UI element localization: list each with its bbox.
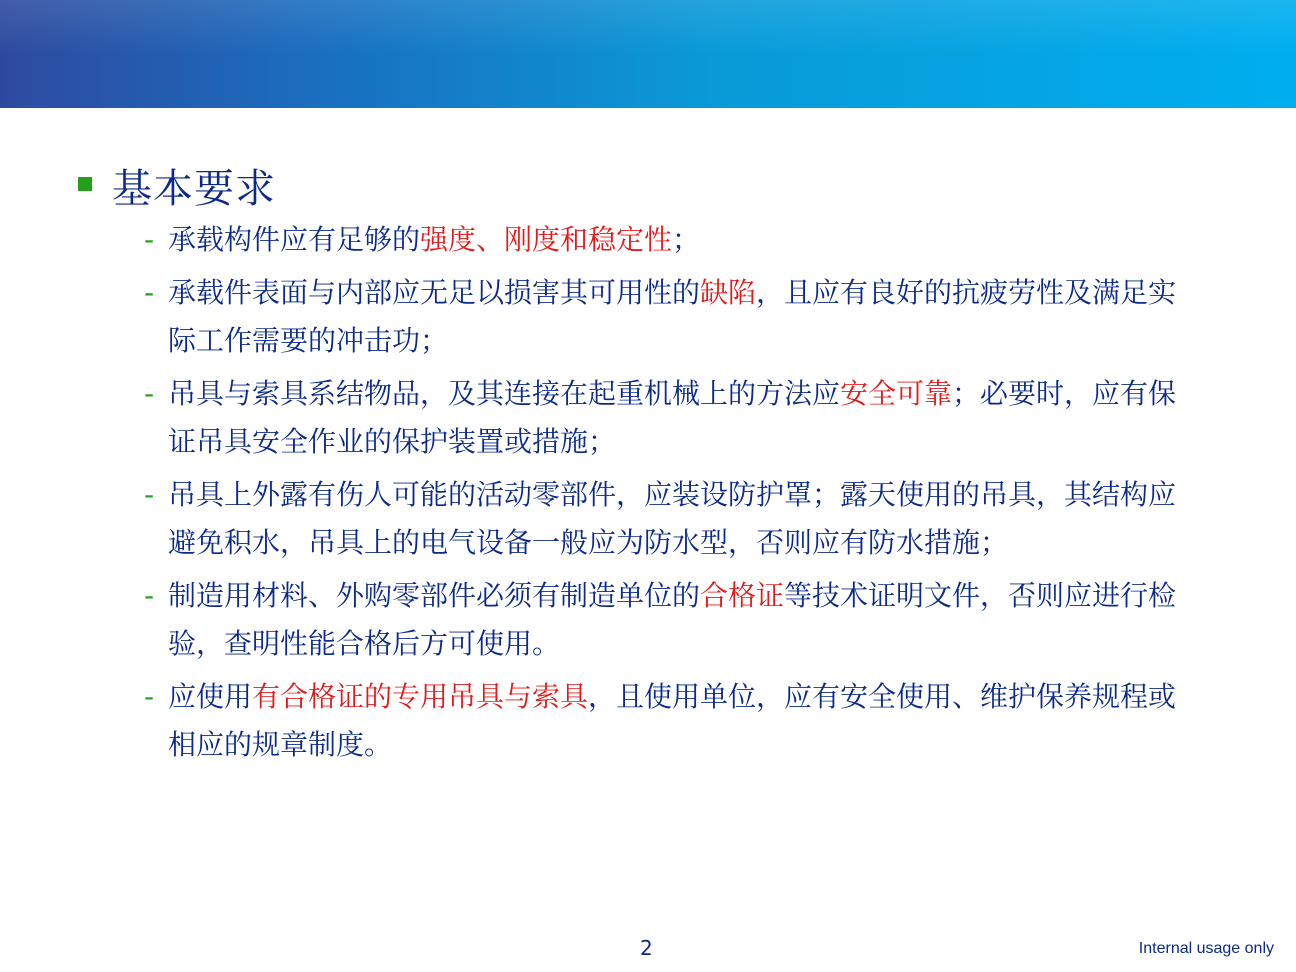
- list-item: [78, 370, 1198, 466]
- item-highlight: 缺陷: [700, 276, 757, 309]
- dash-bullet: -: [144, 579, 155, 612]
- item-text: 承载件表面与内部应无足以损害其可用性的: [168, 276, 701, 309]
- square-bullet-icon: [78, 177, 92, 191]
- item-text-tail: ，且应有良好的抗疲劳性及满足实际工作需要的冲击功；: [168, 276, 1177, 357]
- footer-note: Internal usage only: [1138, 940, 1274, 957]
- item-text: 吊具上外露有伤人可能的活动零部件，应装设防护罩；露天使用的吊具，其结构应避免积水，吊具上的电气设备一般应为防水型，否则应有防水措施；: [168, 478, 1177, 559]
- dash-bullet: -: [144, 223, 155, 256]
- list-item: [78, 269, 1198, 365]
- list-item: [78, 673, 1198, 769]
- item-text: 吊具与索具系结物品，及其连接在起重机械上的方法应: [168, 377, 841, 410]
- item-highlight: 有合格证的专用吊具与索具: [252, 680, 589, 713]
- item-highlight: 安全可靠: [840, 377, 953, 410]
- list-item: [78, 471, 1198, 567]
- section-heading: [78, 158, 1238, 212]
- list-item: [78, 216, 1198, 264]
- slide-content: [78, 158, 1238, 774]
- dash-bullet: -: [144, 680, 155, 713]
- requirements-list: [78, 216, 1238, 769]
- item-text: 承载构件应有足够的: [168, 223, 421, 256]
- header-band: [0, 0, 1296, 108]
- dash-bullet: -: [144, 478, 155, 511]
- item-text-tail: ；: [672, 223, 701, 256]
- list-item: [78, 572, 1198, 668]
- dash-bullet: -: [144, 377, 155, 410]
- item-text-tail: 等技术证明文件，否则应进行检验，查明性能合格后方可使用。: [168, 579, 1177, 660]
- item-highlight: 合格证: [700, 579, 785, 612]
- item-highlight: 强度、刚度和稳定性: [420, 223, 673, 256]
- dash-bullet: -: [144, 276, 155, 309]
- item-text-tail: ，且使用单位，应有安全使用、维护保养规程或相应的规章制度。: [168, 680, 1177, 761]
- item-text: 制造用材料、外购零部件必须有制造单位的: [168, 579, 701, 612]
- page-number: 2: [640, 936, 653, 960]
- heading-text: 基本要求: [112, 165, 276, 212]
- item-text-tail: ；必要时，应有保证吊具安全作业的保护装置或措施；: [168, 377, 1177, 458]
- item-text: 应使用: [168, 680, 253, 713]
